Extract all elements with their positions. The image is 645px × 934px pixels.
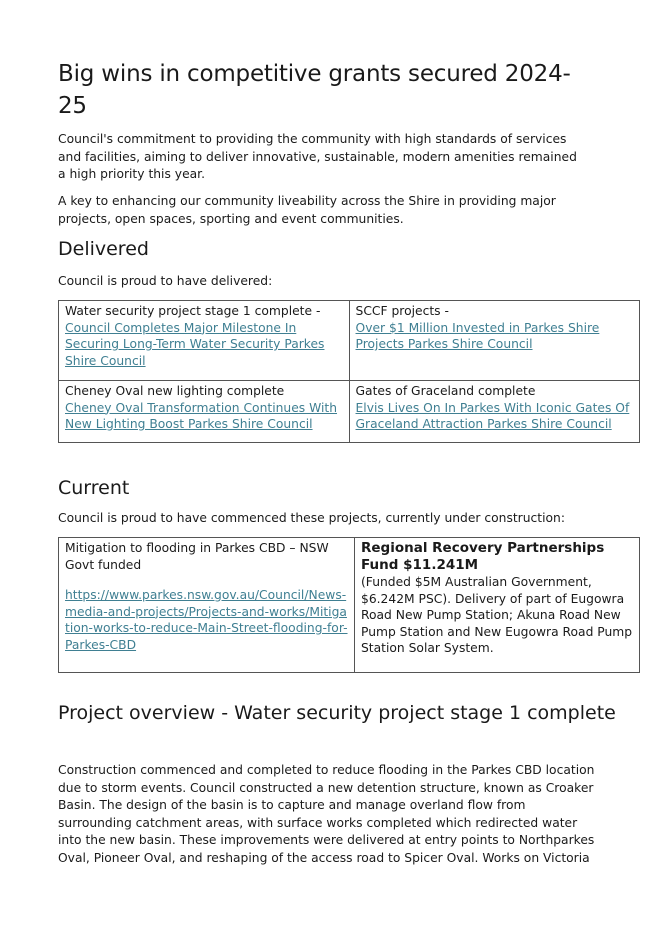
sccf-link[interactable]: Over $1 Million Invested in Parkes Shire Projects Parkes Shire Council [355, 320, 600, 351]
delivered-intro: Council is proud to have delivered: [58, 274, 273, 288]
cell-label: Gates of Graceland complete [355, 384, 536, 398]
cell-label: SCCF projects - [355, 304, 449, 318]
delivered-cell-water [59, 301, 350, 381]
intro-paragraph-1: Council's commitment to providing the community with high standards of services and facilities, aiming to deliver innovative, sustainable, modern amenities remained a high priority this year. [58, 132, 577, 181]
delivered-cell-graceland [349, 381, 639, 443]
flooding-mitigation-link[interactable]: https://www.parkes.nsw.gov.au/Council/News-media-and-projects/Projects-and-works/Mitigation-works-to-reduce-Main-Street-flooding-for-Parkes-CBD [65, 588, 348, 652]
delivered-table [58, 300, 640, 443]
cell-label: Water security project stage 1 complete - [65, 304, 321, 318]
intro-paragraph-2: A key to enhancing our community liveability across the Shire in providing major projects, open spaces, sporting and event communities. [58, 194, 556, 226]
overview-paragraph: Construction commenced and completed to reduce flooding in the Parkes CBD location due to storm events. Council constructed a new detention structure, known as Croaker Basin. The design of the basin is to capture and manage overland flow from surrounding catchment areas, with surface works completed which redirected water into the new basin. These improvements were delivered at entry points to Northparkes Oval, Pioneer Oval, and reshaping of the access road to Spicer Oval. Works on Victoria [58, 763, 595, 865]
current-heading: Current [58, 477, 130, 499]
delivered-heading: Delivered [58, 238, 149, 260]
current-intro: Council is proud to have commenced these projects, currently under construction: [58, 511, 565, 525]
cell-label: Mitigation to flooding in Parkes CBD – NSW Govt funded [65, 541, 329, 572]
recovery-fund-text: (Funded $5M Australian Government, $6.242M PSC). Delivery of part of Eugowra Road New Pump Station; Akuna Road New Pump Station and New Eugowra Road Pump Station Solar System. [361, 575, 633, 655]
cell-label: Cheney Oval new lighting complete [65, 384, 285, 398]
recovery-fund-title: Regional Recovery Partnerships Fund $11.241M [361, 540, 605, 573]
cheney-oval-link[interactable]: Cheney Oval Transformation Continues With New Lighting Boost Parkes Shire Council [65, 400, 338, 431]
delivered-cell-cheney [59, 381, 350, 443]
graceland-link[interactable]: Elvis Lives On In Parkes With Iconic Gates Of Graceland Attraction Parkes Shire Council [355, 400, 630, 431]
current-cell-flooding [59, 538, 355, 673]
overview-heading: Project overview - Water security project stage 1 complete [58, 702, 616, 724]
water-security-link[interactable]: Council Completes Major Milestone In Securing Long-Term Water Security Parkes Shire Council [65, 320, 325, 368]
page-title: Big wins in competitive grants secured 2024-25 [58, 61, 571, 119]
delivered-cell-sccf [349, 301, 639, 381]
current-cell-recovery [355, 538, 640, 673]
current-table [58, 537, 640, 673]
